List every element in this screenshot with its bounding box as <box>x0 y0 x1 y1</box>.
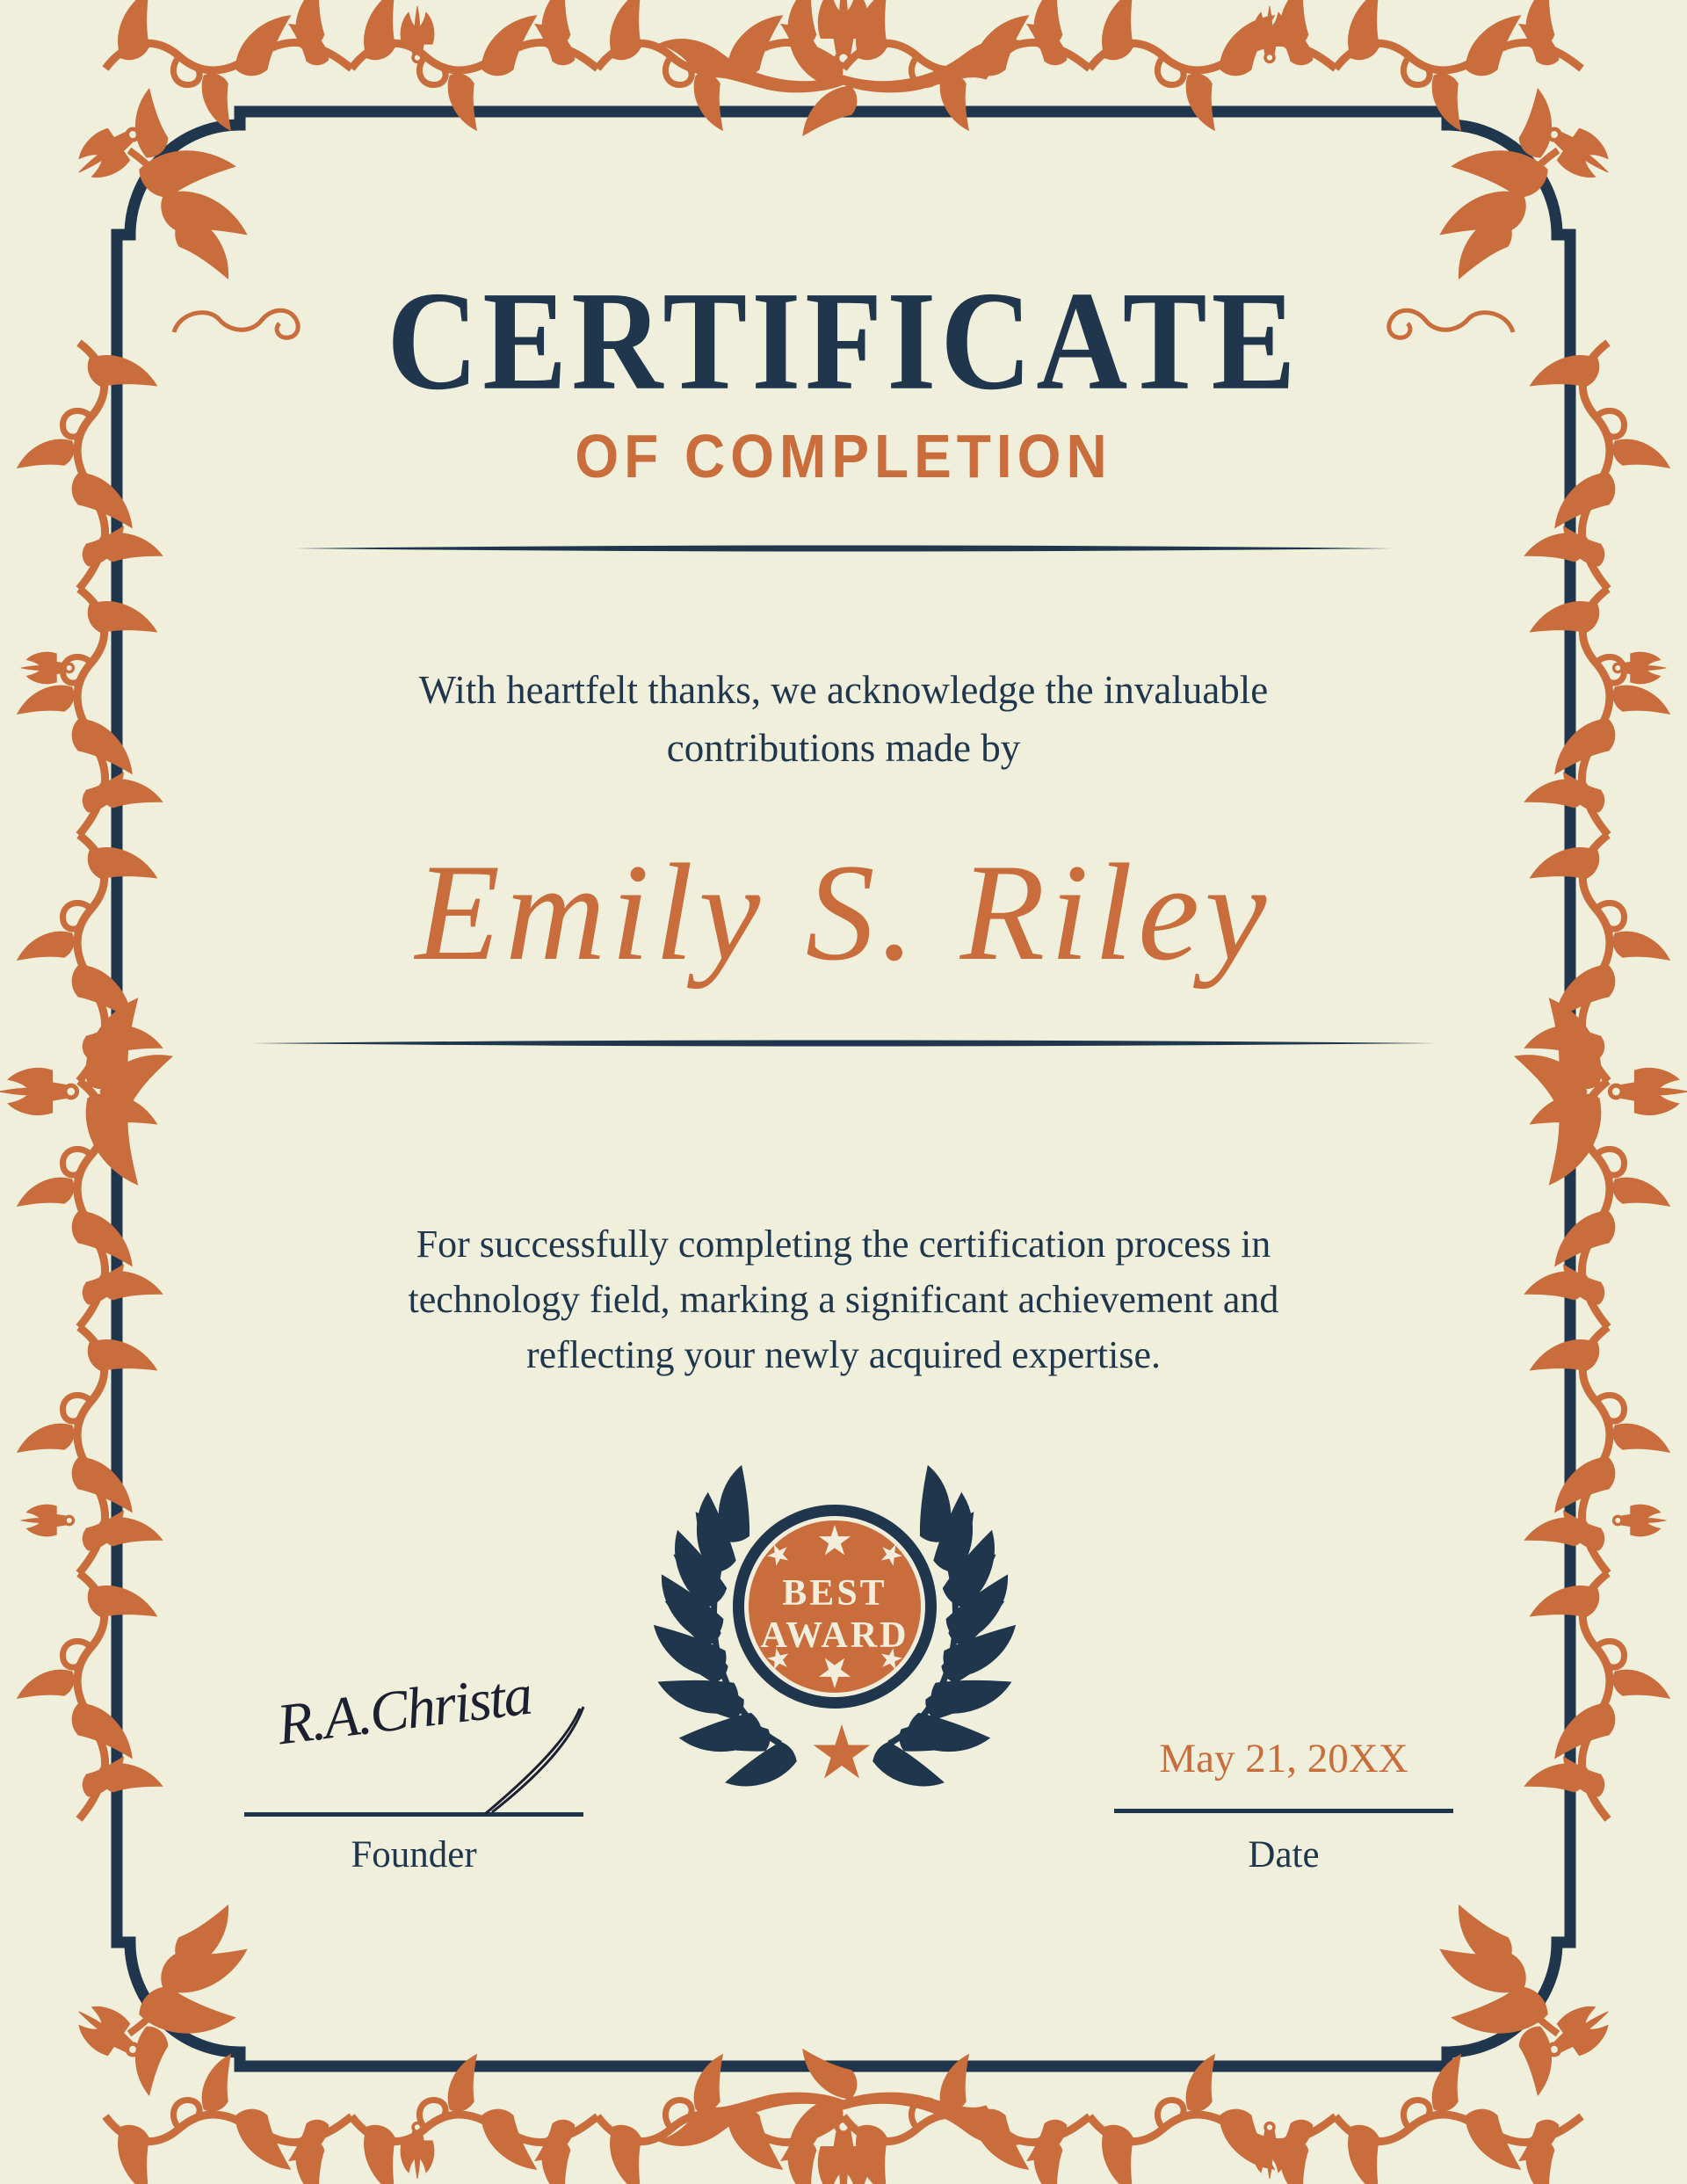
badge-word-top: BEST <box>782 1573 887 1614</box>
signature-script: R.A.Christa <box>273 1662 535 1758</box>
intro-line-2: contributions made by <box>666 726 1021 770</box>
intro-line-1: With heartfelt thanks, we acknowledge the invaluable <box>418 668 1269 712</box>
date-label: Date <box>1248 1834 1320 1876</box>
description-text <box>0 1216 1687 1382</box>
recipient-name: Emily S. Riley <box>415 836 1272 990</box>
intro-text <box>0 661 1687 777</box>
description-line-3: reflecting your newly acquired expertise. <box>525 1333 1162 1376</box>
badge-word-bottom: AWARD <box>760 1615 909 1656</box>
signature-label: Founder <box>351 1834 477 1876</box>
certificate-subtitle: OF COMPLETION <box>575 422 1112 490</box>
description-line-1: For successfully completing the certification process in <box>416 1223 1271 1266</box>
date-value: May 21, 20XX <box>1159 1736 1408 1781</box>
certificate-title: CERTIFICATE <box>387 263 1300 420</box>
description-line-2: technology field, marking a significant achievement and <box>408 1278 1279 1321</box>
